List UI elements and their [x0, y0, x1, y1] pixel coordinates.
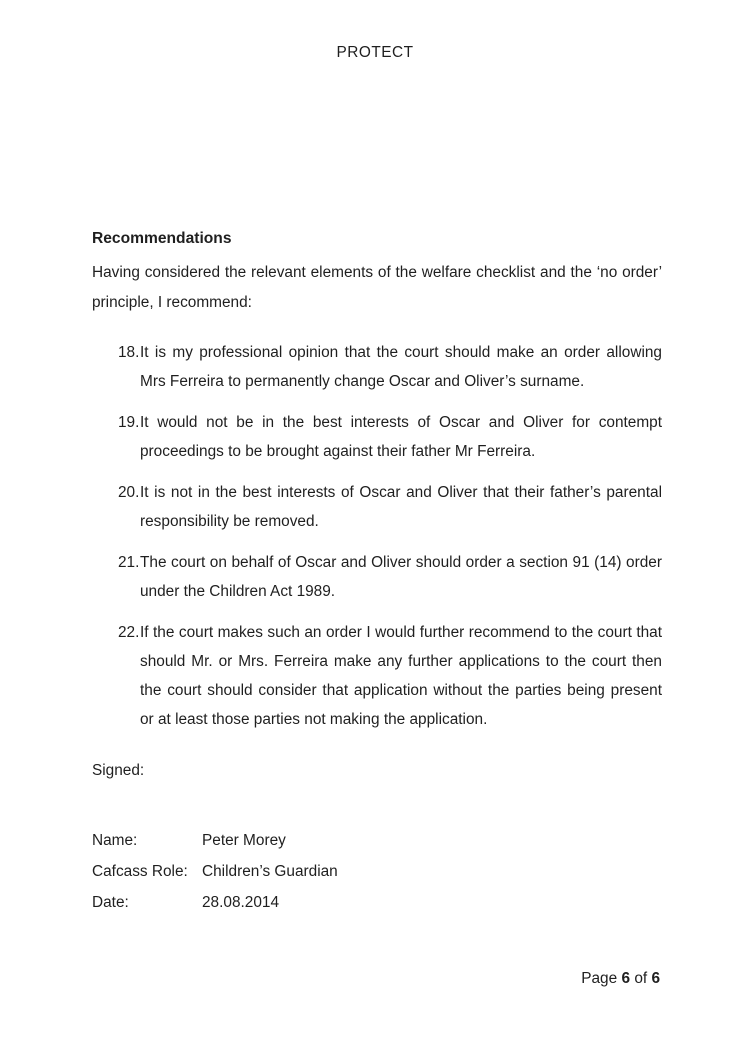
- footer-total-pages: 6: [651, 970, 660, 987]
- item-number: 18.: [118, 344, 140, 361]
- date-value: 28.08.2014: [202, 894, 280, 911]
- protect-classification-header: PROTECT: [336, 44, 414, 61]
- recommendations-list: [92, 338, 662, 734]
- item-number: 19.: [118, 414, 140, 431]
- cafcass-role-label: Cafcass Role:: [92, 863, 188, 880]
- item-text: It is not in the best interests of Oscar and Oliver that their father’s parental responsibility be removed.: [140, 484, 662, 530]
- item-text: It would not be in the best interests of Oscar and Oliver for contempt proceedings to be brought against their father Mr Ferreira.: [140, 414, 662, 460]
- footer-of-word: of: [634, 970, 648, 987]
- item-text: If the court makes such an order I would further recommend to the court that should Mr. or Mrs. Ferreira make any further applications to the court then the court should consider that application without the parties being present or at least those parties not making the application.: [140, 624, 662, 728]
- signature-row-date: [92, 888, 662, 917]
- page-content: [92, 228, 662, 917]
- signature-row-cafcass-role: [92, 857, 662, 886]
- item-number: 20.: [118, 484, 140, 501]
- list-item: [118, 548, 662, 606]
- item-number: 22.: [118, 624, 140, 641]
- signature-row-name: [92, 826, 662, 855]
- signature-block: [92, 826, 662, 917]
- footer-current-page: 6: [621, 970, 631, 987]
- name-value: Peter Morey: [202, 832, 286, 849]
- list-item: [118, 408, 662, 466]
- cafcass-role-value: Children’s Guardian: [202, 863, 338, 880]
- list-item: [118, 618, 662, 734]
- footer-page-word: Page: [581, 970, 618, 987]
- date-label: Date:: [92, 894, 129, 911]
- list-item: [118, 478, 662, 536]
- item-text: The court on behalf of Oscar and Oliver should order a section 91 (14) order under the Children Act 1989.: [140, 554, 662, 600]
- list-item: [118, 338, 662, 396]
- signed-label: Signed:: [92, 762, 145, 779]
- intro-paragraph: Having considered the relevant elements of the welfare checklist and the ‘no order’ principle, I recommend:: [92, 264, 662, 311]
- item-text: It is my professional opinion that the court should make an order allowing Mrs Ferreira to permanently change Oscar and Oliver’s surname.: [140, 344, 662, 390]
- name-label: Name:: [92, 832, 138, 849]
- recommendations-heading: Recommendations: [92, 230, 232, 247]
- page-footer: [581, 968, 660, 990]
- item-number: 21.: [118, 554, 140, 571]
